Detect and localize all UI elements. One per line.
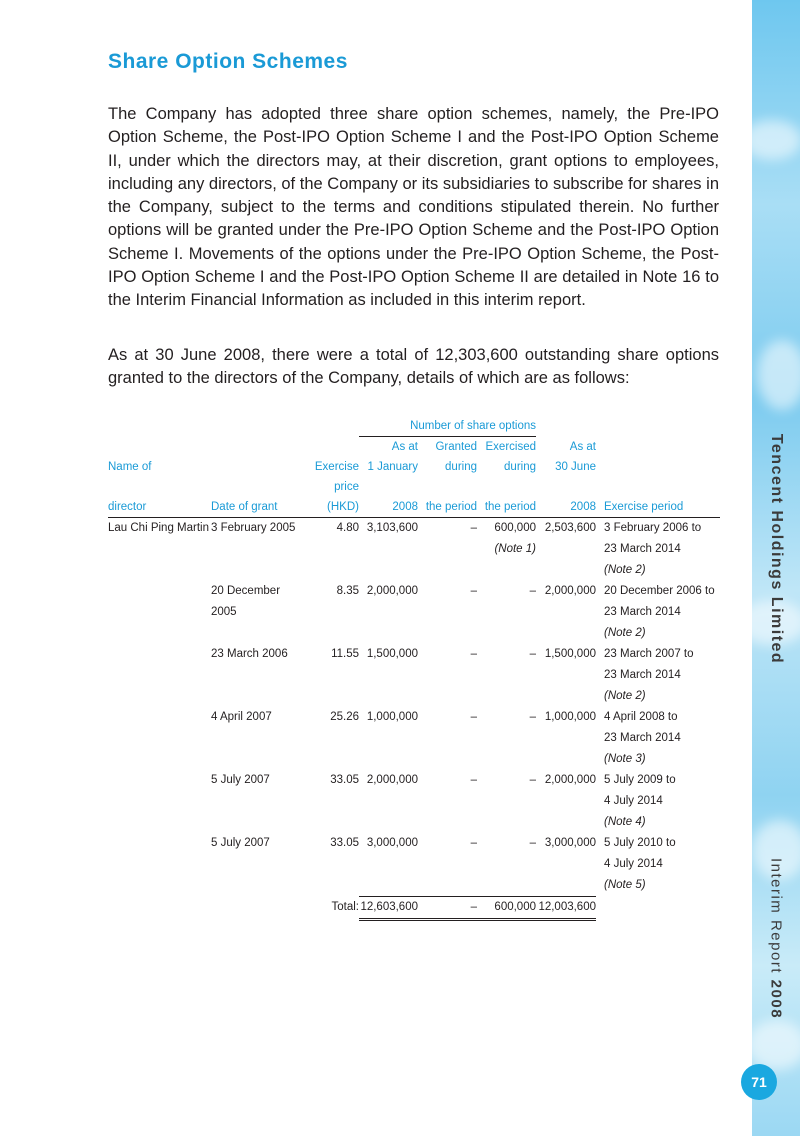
cell-june: 1,500,000 bbox=[544, 648, 596, 660]
paragraph-1: The Company has adopted three share option schemes, namely, the Pre-IPO Option Scheme, the Post-IPO Option Scheme I and the Post-IPO Option Scheme II, under which the directors may, at their discretion, grant options to employees, including any directors, of the Company or its subsidiaries to subscribe for shares in the Company, subject to the terms and conditions stipulated therein. No further options will be granted under the Pre-IPO Option Scheme and the Post-IPO Option Scheme I. Movements of the options under the Pre-IPO Option Scheme, the Post-IPO Option Scheme I and the Post-IPO Option Scheme II are detailed in Note 16 to the Interim Financial Information as included in this interim report. bbox=[108, 105, 719, 310]
company-name: Tencent Holdings Limited bbox=[768, 433, 785, 665]
header-exercised-3: the period bbox=[477, 497, 536, 518]
cell-granted: – bbox=[470, 837, 477, 849]
cell-price: 33.05 bbox=[330, 837, 359, 849]
report-title bbox=[768, 858, 785, 1019]
number-of-options-header: Number of share options bbox=[359, 416, 536, 437]
table-row bbox=[108, 833, 720, 896]
cell-date: 23 March 2006 bbox=[211, 648, 288, 660]
cell-date: 20 December 2005 bbox=[211, 585, 281, 618]
total-june: 12,003,600 bbox=[536, 897, 596, 920]
header-jan: As at bbox=[391, 441, 418, 453]
cell-gap bbox=[596, 518, 604, 582]
cell-june: 2,000,000 bbox=[544, 585, 596, 597]
table-row bbox=[108, 581, 720, 644]
report-year: 2008 bbox=[767, 979, 785, 1020]
total-jan: 12,603,600 bbox=[359, 897, 418, 920]
cell-period-period-2: 4 July 2014 bbox=[604, 795, 663, 807]
table-row bbox=[108, 644, 720, 707]
cell-price: 4.80 bbox=[336, 522, 359, 534]
cell-granted: – bbox=[470, 522, 477, 534]
table-row bbox=[108, 518, 720, 582]
cell-period-period-1: 23 March 2007 to bbox=[604, 648, 694, 660]
cell-period-period-note: (Note 3) bbox=[604, 753, 646, 765]
cell-jan: 1,500,000 bbox=[366, 648, 418, 660]
cell-exercised-exercised: – bbox=[529, 711, 536, 723]
cell-june: 2,000,000 bbox=[544, 774, 596, 786]
cell-exercised bbox=[477, 518, 536, 582]
section-title: Share Option Schemes bbox=[108, 50, 348, 73]
cell-period-period-2: 4 July 2014 bbox=[604, 858, 663, 870]
header-name: Name of bbox=[108, 461, 152, 473]
cell-exercised-exercised-note: (Note 1) bbox=[494, 543, 536, 555]
cell-gap bbox=[596, 581, 604, 644]
cell-date: 3 February 2005 bbox=[211, 522, 296, 534]
cell-exercised bbox=[477, 707, 536, 770]
header-granted-3: the period bbox=[418, 497, 477, 518]
cell-gap bbox=[596, 644, 604, 707]
cell-date: 4 April 2007 bbox=[211, 711, 272, 723]
cell-jan: 2,000,000 bbox=[366, 774, 418, 786]
cell-period-period-note: (Note 4) bbox=[604, 816, 646, 828]
header-jan-2: 1 January bbox=[367, 461, 418, 473]
header-exercised: Exercised bbox=[485, 441, 536, 453]
cell-period bbox=[604, 581, 720, 644]
share-options-table bbox=[108, 416, 720, 921]
cell-director bbox=[108, 707, 211, 770]
cell-period-period-note: (Note 2) bbox=[604, 627, 646, 639]
cell-price: 33.05 bbox=[330, 774, 359, 786]
cell-period-period-note: (Note 5) bbox=[604, 879, 646, 891]
cell-price: 11.55 bbox=[331, 648, 359, 660]
cell-period-period-1: 3 February 2006 to bbox=[604, 522, 702, 534]
cell-director bbox=[108, 581, 211, 644]
cell-jan: 3,000,000 bbox=[366, 837, 418, 849]
cell-period-period-1: 5 July 2010 to bbox=[604, 837, 676, 849]
cell-gap bbox=[596, 770, 604, 833]
cell-period bbox=[604, 770, 720, 833]
page-number: 71 bbox=[741, 1064, 777, 1100]
header-name-2: director bbox=[108, 497, 211, 518]
header-date: Date of grant bbox=[211, 497, 297, 518]
cell-director bbox=[108, 644, 211, 707]
cell-exercised-exercised: – bbox=[529, 837, 536, 849]
cell-period-period-1: 4 April 2008 to bbox=[604, 711, 678, 723]
cell-granted: – bbox=[470, 774, 477, 786]
cell-date: 5 July 2007 bbox=[211, 774, 270, 786]
table-row bbox=[108, 707, 720, 770]
header-june-2: 30 June bbox=[555, 461, 596, 473]
paragraph-2: As at 30 June 2008, there were a total of 12,303,600 outstanding share options granted to the directors of the Company, details of which are as follows: bbox=[108, 346, 719, 388]
cell-exercised-exercised: – bbox=[529, 648, 536, 660]
cell-june: 2,503,600 bbox=[544, 522, 596, 534]
cell-price: 8.35 bbox=[336, 585, 359, 597]
header-price-2: (HKD) bbox=[297, 497, 359, 518]
cell-june: 3,000,000 bbox=[544, 837, 596, 849]
cell-period-period-2: 23 March 2014 bbox=[604, 543, 681, 555]
cell-period bbox=[604, 644, 720, 707]
cell-period bbox=[604, 518, 720, 582]
cell-exercised-exercised: 600,000 bbox=[494, 522, 536, 534]
report-text: Interim Report bbox=[767, 857, 785, 974]
cell-exercised-exercised: – bbox=[529, 774, 536, 786]
cell-jan: 3,103,600 bbox=[366, 522, 418, 534]
cell-period-period-1: 5 July 2009 to bbox=[604, 774, 676, 786]
total-row bbox=[108, 897, 720, 920]
header-jan-3: 2008 bbox=[359, 497, 418, 518]
cell-period-period-2: 23 March 2014 bbox=[604, 732, 681, 744]
header-exercised-2: during bbox=[504, 461, 536, 473]
cell-gap bbox=[596, 833, 604, 896]
cell-director bbox=[108, 833, 211, 896]
cell-jan: 1,000,000 bbox=[366, 711, 418, 723]
cell-date: 5 July 2007 bbox=[211, 837, 270, 849]
header-granted: Granted bbox=[435, 441, 477, 453]
cell-granted: – bbox=[470, 648, 477, 660]
cell-period-period-note: (Note 2) bbox=[604, 564, 646, 576]
header-june-3: 2008 bbox=[536, 497, 596, 518]
cell-period-period-1: 20 December 2006 to bbox=[604, 585, 715, 597]
header-june: As at bbox=[569, 440, 596, 453]
cell-gap bbox=[596, 707, 604, 770]
total-granted: – bbox=[418, 897, 477, 920]
cell-exercised bbox=[477, 581, 536, 644]
cell-exercised bbox=[477, 770, 536, 833]
cell-granted: – bbox=[470, 711, 477, 723]
cell-exercised bbox=[477, 644, 536, 707]
cell-period-period-2: 23 March 2014 bbox=[604, 669, 681, 681]
cell-period bbox=[604, 707, 720, 770]
cell-director bbox=[108, 770, 211, 833]
cell-granted: – bbox=[470, 585, 477, 597]
total-exercised: 600,000 bbox=[477, 897, 536, 920]
cell-period-period-note: (Note 2) bbox=[604, 690, 646, 702]
header-price: Exercise price bbox=[314, 461, 359, 493]
table-row bbox=[108, 770, 720, 833]
cell-period bbox=[604, 833, 720, 896]
cell-director: Lau Chi Ping Martin bbox=[108, 522, 209, 534]
cell-jan: 2,000,000 bbox=[366, 585, 418, 597]
header-period: Exercise period bbox=[604, 497, 720, 518]
cell-exercised bbox=[477, 833, 536, 896]
cell-period-period-2: 23 March 2014 bbox=[604, 606, 681, 618]
total-label: Total: bbox=[331, 901, 359, 913]
cell-price: 25.26 bbox=[330, 711, 359, 723]
cell-exercised-exercised: – bbox=[529, 585, 536, 597]
header-granted-2: during bbox=[445, 461, 477, 473]
cell-june: 1,000,000 bbox=[544, 711, 596, 723]
